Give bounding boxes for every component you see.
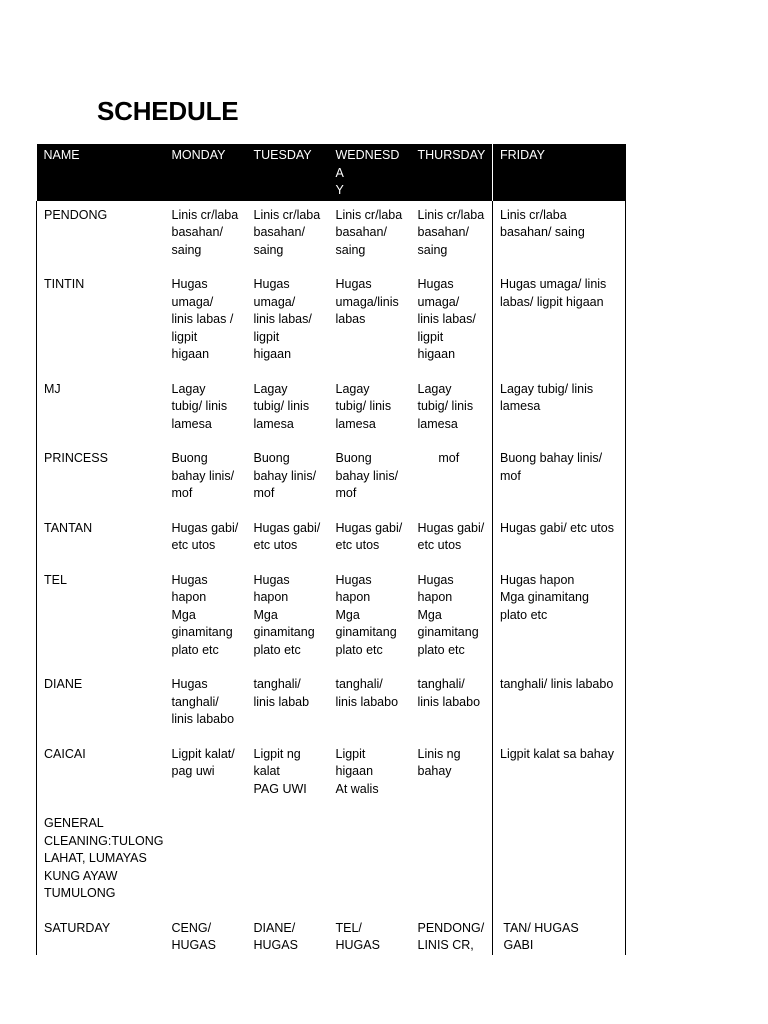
- cell-tuesday: DIANE/ HUGAS: [253, 920, 298, 952]
- cell-friday: tanghali/ linis lababo: [493, 676, 626, 746]
- cell-thursday: Lagay tubig/ linis lamesa: [417, 381, 474, 431]
- cell-monday: Hugas gabi/ etc utos: [171, 520, 239, 552]
- cell-monday: Hugas tanghali/ linis lababo: [171, 677, 235, 726]
- cell-friday: Hugas hapon Mga ginamitang plato etc: [493, 572, 626, 677]
- cell-tuesday: Buong bahay linis/ mof: [253, 451, 317, 500]
- cell-tuesday: Hugas hapon Mga ginamitang plato etc: [253, 572, 315, 657]
- table-row: [37, 572, 626, 677]
- header-friday: FRIDAY: [493, 144, 626, 201]
- cell-wednesday: TEL/ HUGAS: [335, 920, 380, 952]
- cell-name: CAICAI: [37, 746, 165, 816]
- header-name: NAME: [37, 144, 165, 201]
- cell-friday: [493, 815, 626, 920]
- cell-monday: Buong bahay linis/ mof: [171, 451, 235, 500]
- cell-friday: Hugas umaga/ linis labas/ ligpit higaan: [493, 276, 626, 381]
- table-row: [37, 381, 626, 451]
- cell-name: TANTAN: [37, 520, 165, 572]
- cell-friday: Hugas gabi/ etc utos: [493, 520, 626, 572]
- cell-wednesday: [329, 815, 411, 920]
- cell-tuesday: Ligpit ng kalat PAG UWI: [253, 746, 307, 796]
- cell-friday: Buong bahay linis/ mof: [493, 450, 626, 520]
- cell-monday: [165, 815, 247, 920]
- table-header: [37, 144, 626, 201]
- cell-thursday: Linis ng bahay: [417, 746, 461, 778]
- table-row: [37, 450, 626, 520]
- cell-wednesday: Ligpit higaan At walis: [335, 746, 379, 796]
- cell-tuesday: tanghali/ linis labab: [253, 677, 310, 709]
- table-row: [37, 520, 626, 572]
- cell-wednesday: Hugas umaga/linis labas: [335, 277, 399, 326]
- cell-wednesday: tanghali/ linis lababo: [335, 677, 399, 709]
- table-row: [37, 276, 626, 381]
- table-row: [37, 676, 626, 746]
- cell-wednesday: Hugas gabi/ etc utos: [335, 520, 403, 552]
- cell-friday: Lagay tubig/ linis lamesa: [493, 381, 626, 451]
- header-thursday: THURSDAY: [411, 144, 493, 201]
- table-row: [37, 920, 626, 955]
- schedule-table: [36, 144, 626, 955]
- cell-friday: TAN/ HUGAS GABI: [493, 920, 626, 955]
- header-monday: MONDAY: [165, 144, 247, 201]
- cell-name: DIANE: [37, 676, 165, 746]
- table-row: [37, 746, 626, 816]
- cell-tuesday: Lagay tubig/ linis lamesa: [253, 381, 310, 431]
- cell-thursday: Hugas umaga/ linis labas/ ligpit higaan: [417, 277, 476, 361]
- header-wednesday: WEDNESDA Y: [329, 144, 411, 201]
- cell-tuesday: [247, 815, 329, 920]
- cell-name: PENDONG: [37, 201, 165, 277]
- cell-wednesday: Buong bahay linis/ mof: [335, 451, 399, 500]
- cell-wednesday: Hugas hapon Mga ginamitang plato etc: [335, 572, 397, 657]
- cell-name: SATURDAY: [37, 920, 165, 955]
- cell-name: GENERAL CLEANING:TULONG LAHAT, LUMAYAS KUNG AYAW TUMULONG: [37, 815, 165, 920]
- cell-tuesday: Hugas gabi/ etc utos: [253, 520, 321, 552]
- cell-monday: Hugas hapon Mga ginamitang plato etc: [171, 572, 233, 657]
- cell-thursday: mof: [417, 451, 460, 465]
- cell-tuesday: Linis cr/laba basahan/ saing: [253, 207, 321, 257]
- page-title: SCHEDULE: [97, 96, 239, 126]
- header-row: [37, 144, 626, 201]
- table-row: [37, 815, 626, 920]
- cell-thursday: Hugas hapon Mga ginamitang plato etc: [417, 572, 479, 657]
- table-row: [37, 201, 626, 277]
- cell-thursday: Linis cr/laba basahan/ saing: [417, 207, 485, 257]
- cell-monday: Ligpit kalat/ pag uwi: [171, 746, 235, 778]
- cell-wednesday: Lagay tubig/ linis lamesa: [335, 381, 392, 431]
- cell-friday: Ligpit kalat sa bahay: [493, 746, 626, 816]
- cell-friday: Linis cr/laba basahan/ saing: [493, 201, 626, 277]
- cell-name: TEL: [37, 572, 165, 677]
- cell-monday: CENG/ HUGAS: [171, 920, 216, 952]
- cell-monday: Lagay tubig/ linis lamesa: [171, 381, 228, 431]
- cell-monday: Linis cr/laba basahan/ saing: [171, 207, 239, 257]
- table-body: [37, 201, 626, 955]
- cell-wednesday: Linis cr/laba basahan/ saing: [335, 207, 403, 257]
- cell-thursday: tanghali/ linis lababo: [417, 677, 481, 709]
- cell-name: PRINCESS: [37, 450, 165, 520]
- cell-tuesday: Hugas umaga/ linis labas/ ligpit higaan: [253, 277, 312, 361]
- cell-monday: Hugas umaga/ linis labas / ligpit higaan: [171, 277, 234, 361]
- cell-thursday: PENDONG/ LINIS CR,: [417, 920, 485, 952]
- cell-name: TINTIN: [37, 276, 165, 381]
- cell-thursday: Hugas gabi/ etc utos: [417, 520, 485, 552]
- cell-thursday: [411, 815, 493, 920]
- cell-name: MJ: [37, 381, 165, 451]
- header-tuesday: TUESDAY: [247, 144, 329, 201]
